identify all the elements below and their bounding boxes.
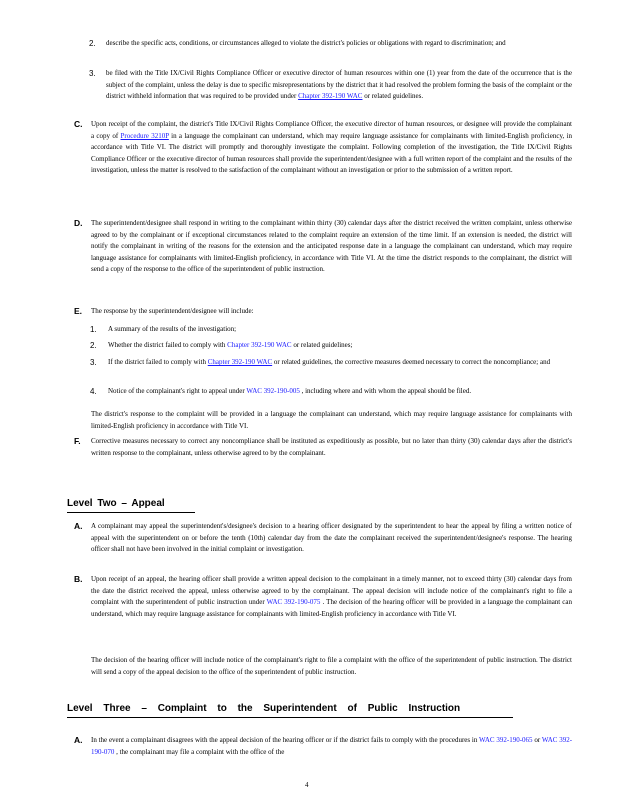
level-three-heading: Level Three – Complaint to the Superintendent of Public Instruction [67,702,513,718]
chapter-392-190-wac-link[interactable]: Chapter 392-190 WAC [227,341,292,349]
level2-section-a [74,521,572,556]
chapter-392-190-wac-link[interactable]: Chapter 392-190 WAC [298,92,363,101]
item-number: 3. [90,358,97,367]
section-label: A. [74,521,83,531]
section-text: Corrective measures necessary to correct any noncompliance shall be instituted as expeditiously as possible, but no later than thirty (30) calendar days after the district's written response to the complainant, unless otherwise agreed to by the complainant. [91,437,572,457]
response-item-4 [91,386,572,398]
section-label: D. [74,218,83,228]
item-text: be filed with the Title IX/Civil Rights Compliance Officer or executive director of human resources within one (1) year from the date of the occurrence that is the subject of the complaint, unless the delay is due to specific misrepresentations by the district that it had resolved the problem forming the basis of the complaint or the district withheld information that was required to be provided under Chapter 392-190 WAC or related guidelines. [106,69,572,101]
section-text: The response by the superintendent/designee will include: [91,307,254,315]
item-text: A summary of the results of the investigation; [108,325,237,333]
section-label: B. [74,574,83,584]
item-number: 2. [89,39,96,48]
item-number: 1. [90,325,97,334]
item-number: 3. [89,69,96,78]
item-number: 4. [90,387,97,396]
wac-392-190-005-link[interactable]: WAC 392-190-005 [246,387,300,395]
section-label: A. [74,735,83,745]
wac-392-190-065-link[interactable]: WAC 392-190-065 [479,736,533,744]
list-item-2 [90,38,572,50]
list-item-3 [90,68,572,103]
item-text: Notice of the complainant's right to appeal under WAC 392-190-005 , including where and with whom the appeal should be filed. [108,387,472,395]
section-c [74,119,572,177]
section-label: C. [74,119,83,129]
level2-section-b [74,574,572,620]
response-item-1 [91,324,572,336]
section-label: E. [74,306,83,316]
item-text: Whether the district failed to comply with Chapter 392-190 WAC or related guidelines; [108,341,353,349]
section-f [74,436,572,459]
page-number: 4 [305,781,309,789]
section-text: Upon receipt of the complaint, the district's Title IX/Civil Rights Compliance Officer, the executive director of human resources, or designee will provide the complainant a copy of Procedure 3210P in a language the complainant can understand, which may require language assistance for complainants with limited-English proficiency, in accordance with Title VI. The district will promptly and thoroughly investigate the complaint. Following completion of the investigation, the Title IX/Civil Rights Compliance Officer or the executive director of human resources shall provide the superintendent/designee with a full written report of the complaint and the results of the investigation, unless the matter is resolved to the satisfaction of the complainant without an investigation or prior to the submission of a written report. [91,120,573,175]
chapter-392-190-wac-link[interactable]: Chapter 392-190 WAC [207,358,273,366]
wac-392-190-070-link[interactable]: WAC 392-190-070 [91,736,573,756]
item-number: 2. [90,341,97,350]
section-text: In the event a complainant disagrees with the appeal decision of the hearing officer or if the district fails to comply with the procedures in WAC 392-190-065 or WAC 392-190-070 , the complainant may file a complaint with the office of the [91,736,573,756]
section-text: A complainant may appeal the superintendent's/designee's decision to a hearing officer designated by the superintendent to hear the appeal by filing a written notice of appeal with the superintendent on or before the tenth (10th) calendar day from the date the complainant received the superintendent/designee's response. The hearing officer shall not have been involved in the initial complaint or investigation. [91,522,572,554]
level3-section-a [74,735,572,758]
procedure-3210p-link[interactable]: Procedure 3210P [120,131,169,140]
section-text: The superintendent/designee shall respond in writing to the complainant within thirty (30) calendar days after the district received the written complaint, unless otherwise agreed to by the complainant or if exceptional circumstances related to the complaint require an extension of the time limit. If an extension is needed, the district will notify the complainant in writing of the reasons for the extension and the anticipated response date in a language the complainant can understand, which may require language assistance for complainants with limited-English proficiency, in accordance with Title VI. At the time the district responds to the complainant, the district will send a copy of the response to the office of the superintendent of public instruction. [91,219,572,274]
section-e [74,306,572,318]
item-text: If the district failed to comply with Chapter 392-190 WAC or related guidelines, the corrective measures deemed necessary to correct the noncompliance; and [108,358,551,366]
level-two-heading: Level Two – Appeal [67,497,195,513]
level2-note: The decision of the hearing officer will include notice of the complainant's right to file a complaint with the office of the superintendent of public instruction. The district will send a copy of the appeal decision to the office of the superintendent of public instruction. [91,656,572,676]
section-text: Upon receipt of an appeal, the hearing officer shall provide a written appeal decision to the complainant in a timely manner, not to exceed thirty (30) calendar days from the date the district received the appeal, unless otherwise agreed to by the complainant. The appeal decision will include notice of the complainant's right to file a complaint with the superintendent of public instruction under WAC 392-190-075 . The decision of the hearing officer will be provided in a language the complainant can understand, which may require language assistance for complainants with limited-English proficiency in accordance with Title VI. [91,575,573,618]
response-note: The district's response to the complaint will be provided in a language the complainant can understand, which may require language assistance for complainants with limited-English proficiency in accordance with Title VI. [91,410,572,430]
response-item-3 [91,357,572,369]
response-item-2 [91,340,572,352]
item-text: describe the specific acts, conditions, or circumstances alleged to violate the district's policies or obligations with regard to discrimination; and [106,39,506,47]
section-d [74,218,572,276]
section-label: F. [74,436,81,446]
wac-392-190-075-link[interactable]: WAC 392-190-075 [266,598,321,607]
